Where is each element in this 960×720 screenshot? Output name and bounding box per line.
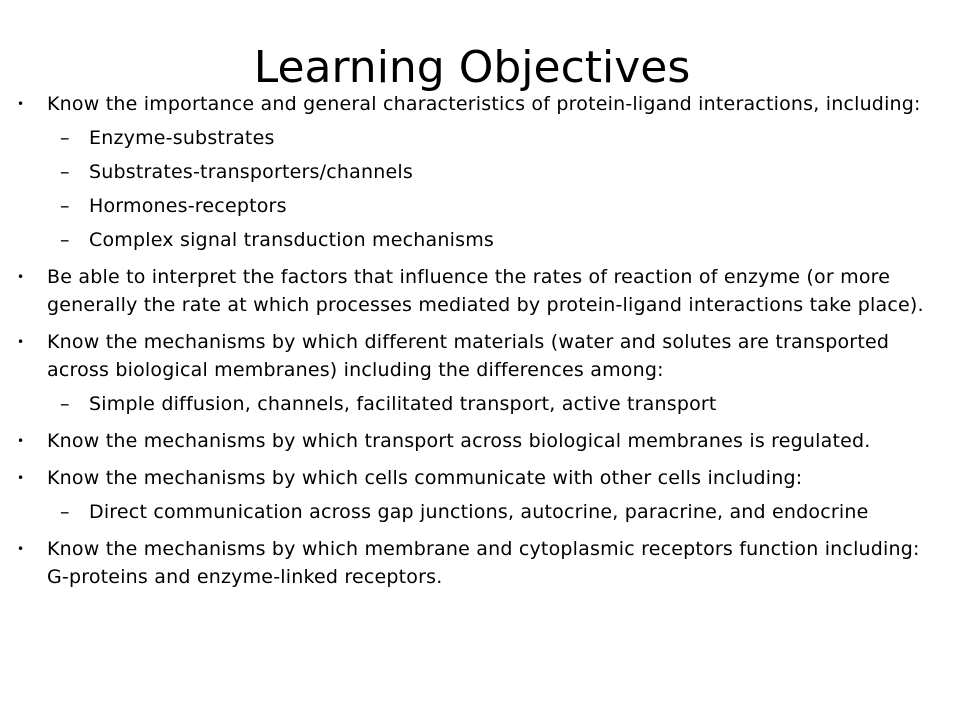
objective-text: Simple diffusion, channels, facilitated transport, active transport: [89, 393, 717, 415]
objective-sub-item: [0, 498, 960, 526]
bullet-icon: •: [17, 434, 25, 448]
objective-text: Substrates-transporters/channels: [89, 161, 413, 183]
objective-text: Direct communication across gap junctions, autocrine, paracrine, and endocrine: [89, 501, 869, 523]
objective-sub-item: [0, 158, 960, 186]
objective-text: Know the importance and general characteristics of protein-ligand interactions, including:: [47, 93, 921, 115]
objective-text: Know the mechanisms by which transport across biological membranes is regulated.: [47, 430, 871, 452]
dash-icon: –: [60, 229, 70, 251]
bullet-icon: •: [17, 471, 25, 485]
objective-text: Know the mechanisms by which cells communicate with other cells including:: [47, 467, 803, 489]
objective-sub-item: [0, 124, 960, 152]
objective-bullet-item: [0, 427, 960, 455]
objective-bullet-item: [0, 464, 960, 492]
objective-bullet-item: [0, 328, 960, 384]
objective-sub-item: [0, 390, 960, 418]
objective-bullet-item: [0, 535, 960, 591]
slide-title: Learning Objectives: [253, 42, 691, 93]
bullet-icon: •: [17, 542, 25, 556]
objective-sub-item: [0, 192, 960, 220]
dash-icon: –: [60, 393, 70, 415]
bullet-icon: •: [17, 335, 25, 349]
objective-bullet-item: [0, 263, 960, 319]
objective-text: Be able to interpret the factors that influence the rates of reaction of enzyme (or more generally the rate at which processes mediated by protein-ligand interactions take place).: [47, 266, 924, 316]
objective-text: Hormones-receptors: [89, 195, 287, 217]
objective-text: Know the mechanisms by which membrane and cytoplasmic receptors function including: G-proteins and enzyme-linked receptors.: [47, 538, 920, 588]
objective-text: Enzyme-substrates: [89, 127, 275, 149]
objective-text: Know the mechanisms by which different materials (water and solutes are transported across biological membranes) including the differences among:: [47, 331, 890, 381]
dash-icon: –: [60, 501, 70, 523]
bullet-icon: •: [17, 270, 25, 284]
objective-sub-item: [0, 226, 960, 254]
objective-bullet-item: [0, 90, 960, 118]
dash-icon: –: [60, 161, 70, 183]
objective-text: Complex signal transduction mechanisms: [89, 229, 495, 251]
objectives-list: [0, 90, 960, 591]
dash-icon: –: [60, 195, 70, 217]
dash-icon: –: [60, 127, 70, 149]
bullet-icon: •: [17, 97, 25, 111]
